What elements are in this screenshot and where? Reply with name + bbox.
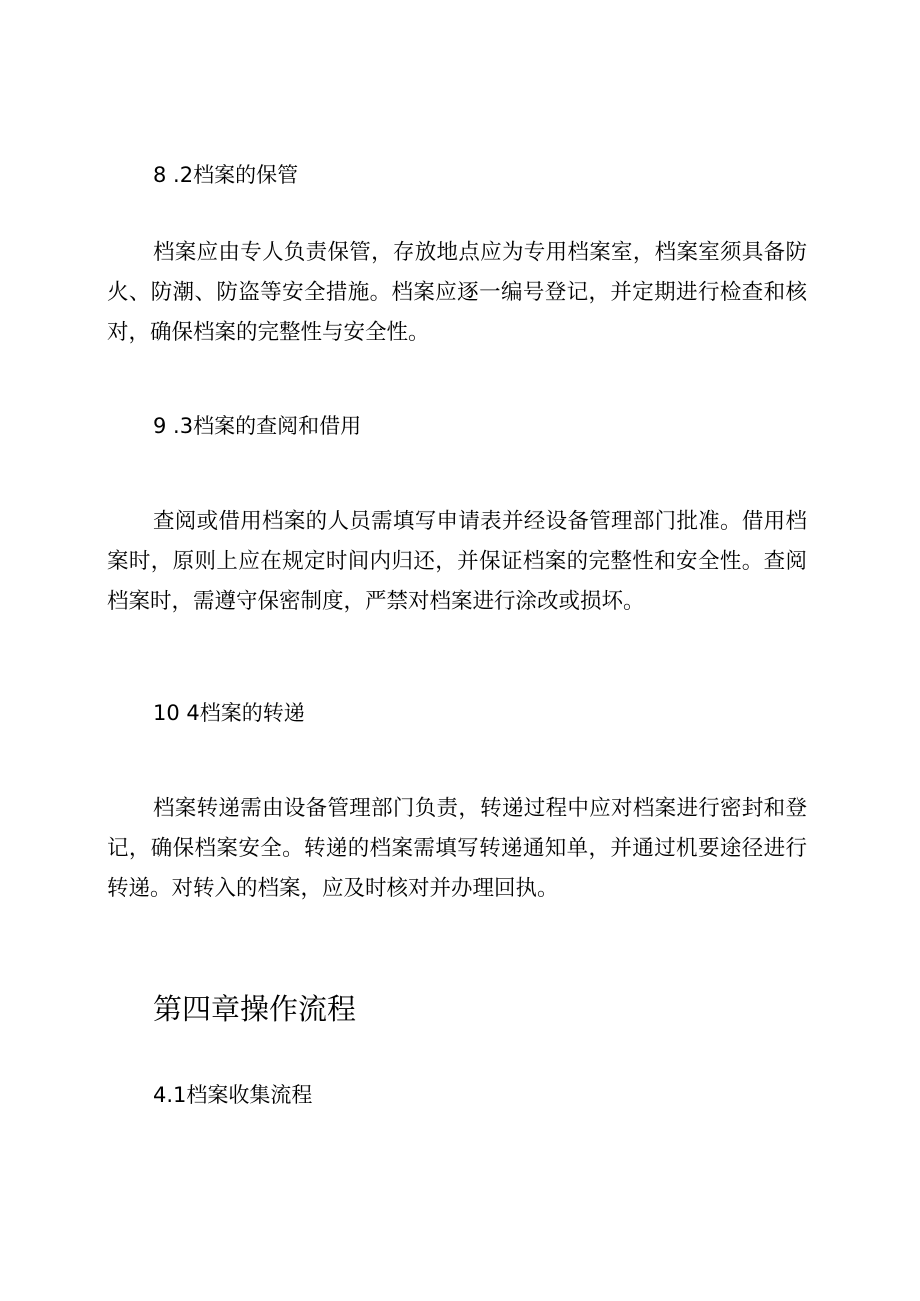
section-heading-storage: 8 .2档案的保管: [153, 163, 299, 187]
section-paragraph-storage: 档案应由专人负责保管，存放地点应为专用档案室，档案室须具备防火、防潮、防盗等安全措施。档案应逐一编号登记，并定期进行检查和核对，确保档案的完整性与安全性。: [107, 240, 807, 345]
section-heading-access: 9 .3档案的查阅和借用: [153, 414, 362, 438]
section-heading-transfer: 10 4档案的转递: [153, 701, 305, 725]
chapter-title: 第四章操作流程: [153, 992, 357, 1026]
section-paragraph-transfer: 档案转递需由设备管理部门负责，转递过程中应对档案进行密封和登记，确保档案安全。转递的档案需填写转递通知单，并通过机要途径进行转递。对转入的档案，应及时核对并办理回执。: [107, 796, 807, 901]
chapter-subheading: 4.1档案收集流程: [153, 1083, 313, 1107]
section-paragraph-access: 查阅或借用档案的人员需填写申请表并经设备管理部门批准。借用档案时，原则上应在规定时间内归还，并保证档案的完整性和安全性。查阅档案时，需遵守保密制度，严禁对档案进行涂改或损坏。: [107, 509, 807, 614]
